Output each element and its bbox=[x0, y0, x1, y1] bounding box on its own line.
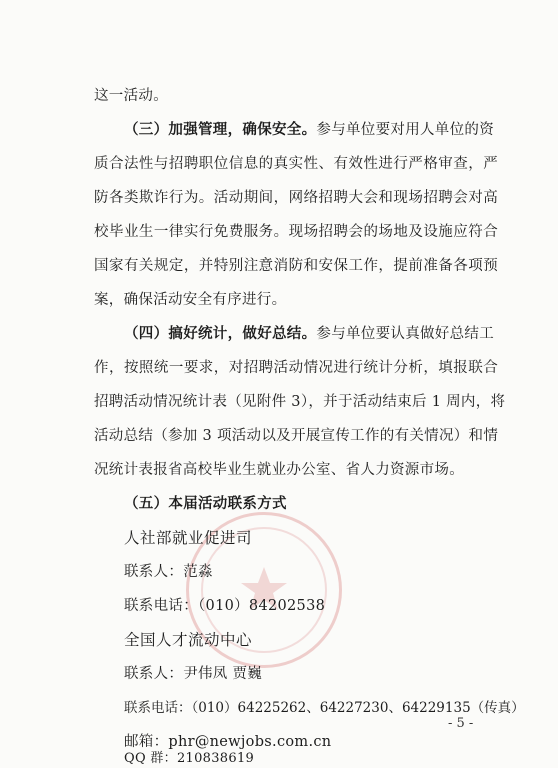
section-4-text: 参与单位要认真做好总结工 bbox=[316, 326, 495, 342]
text-line-12: 况统计表报省高校毕业生就业办公室、省人力资源市场。 bbox=[94, 462, 464, 478]
contact-phone-2: 联系电话：（010）64225262、64227230、64229135（传真） bbox=[124, 700, 525, 716]
text-line-3: 质合法性与招聘职位信息的真实性、有效性进行严格审查，严 bbox=[94, 156, 498, 172]
section-3-heading: （三）加强管理，确保安全。 bbox=[124, 121, 317, 138]
text-line-6: 国家有关规定，并特别注意消防和安保工作，提前准备各项预 bbox=[94, 258, 498, 274]
text-line-5: 校毕业生一律实行免费服务。现场招聘会的场地及设施应符合 bbox=[94, 224, 498, 240]
contact-email: 邮箱：phr@newjobs.com.cn bbox=[124, 734, 332, 750]
section-3-paragraph bbox=[124, 120, 498, 140]
text-line-11: 活动总结（参加 3 项活动以及开展宣传工作的有关情况）和情 bbox=[94, 428, 499, 444]
section-3-text: 参与单位要对用人单位的资 bbox=[316, 122, 495, 138]
section-5-heading: （五）本届活动联系方式 bbox=[124, 495, 287, 512]
text-line-9: 作，按照统一要求，对招聘活动情况进行统计分析，填报联合 bbox=[94, 360, 498, 376]
contact-person-1: 联系人：范淼 bbox=[124, 564, 213, 580]
text-line-7: 案，确保活动安全有序进行。 bbox=[94, 292, 287, 308]
contact-phone-1: 联系电话：（010）84202538 bbox=[124, 598, 326, 614]
contact-person-2: 联系人：尹伟凤 贾巍 bbox=[124, 666, 263, 682]
contact-org-1: 人社部就业促进司 bbox=[124, 529, 253, 547]
section-4-heading: （四）搞好统计，做好总结。 bbox=[124, 325, 317, 342]
section-4-paragraph bbox=[124, 324, 498, 344]
contact-org-2: 全国人才流动中心 bbox=[124, 631, 253, 649]
text-line-4: 防各类欺诈行为。活动期间，网络招聘大会和现场招聘会对高 bbox=[94, 190, 498, 206]
contact-qq-group: QQ 群：210838619 bbox=[124, 751, 255, 766]
text-line-1: 这一活动。 bbox=[94, 88, 168, 104]
text-line-10: 招聘活动情况统计表（见附件 3），并于活动结束后 1 周内，将 bbox=[94, 394, 506, 410]
page-number: - 5 - bbox=[448, 716, 474, 731]
